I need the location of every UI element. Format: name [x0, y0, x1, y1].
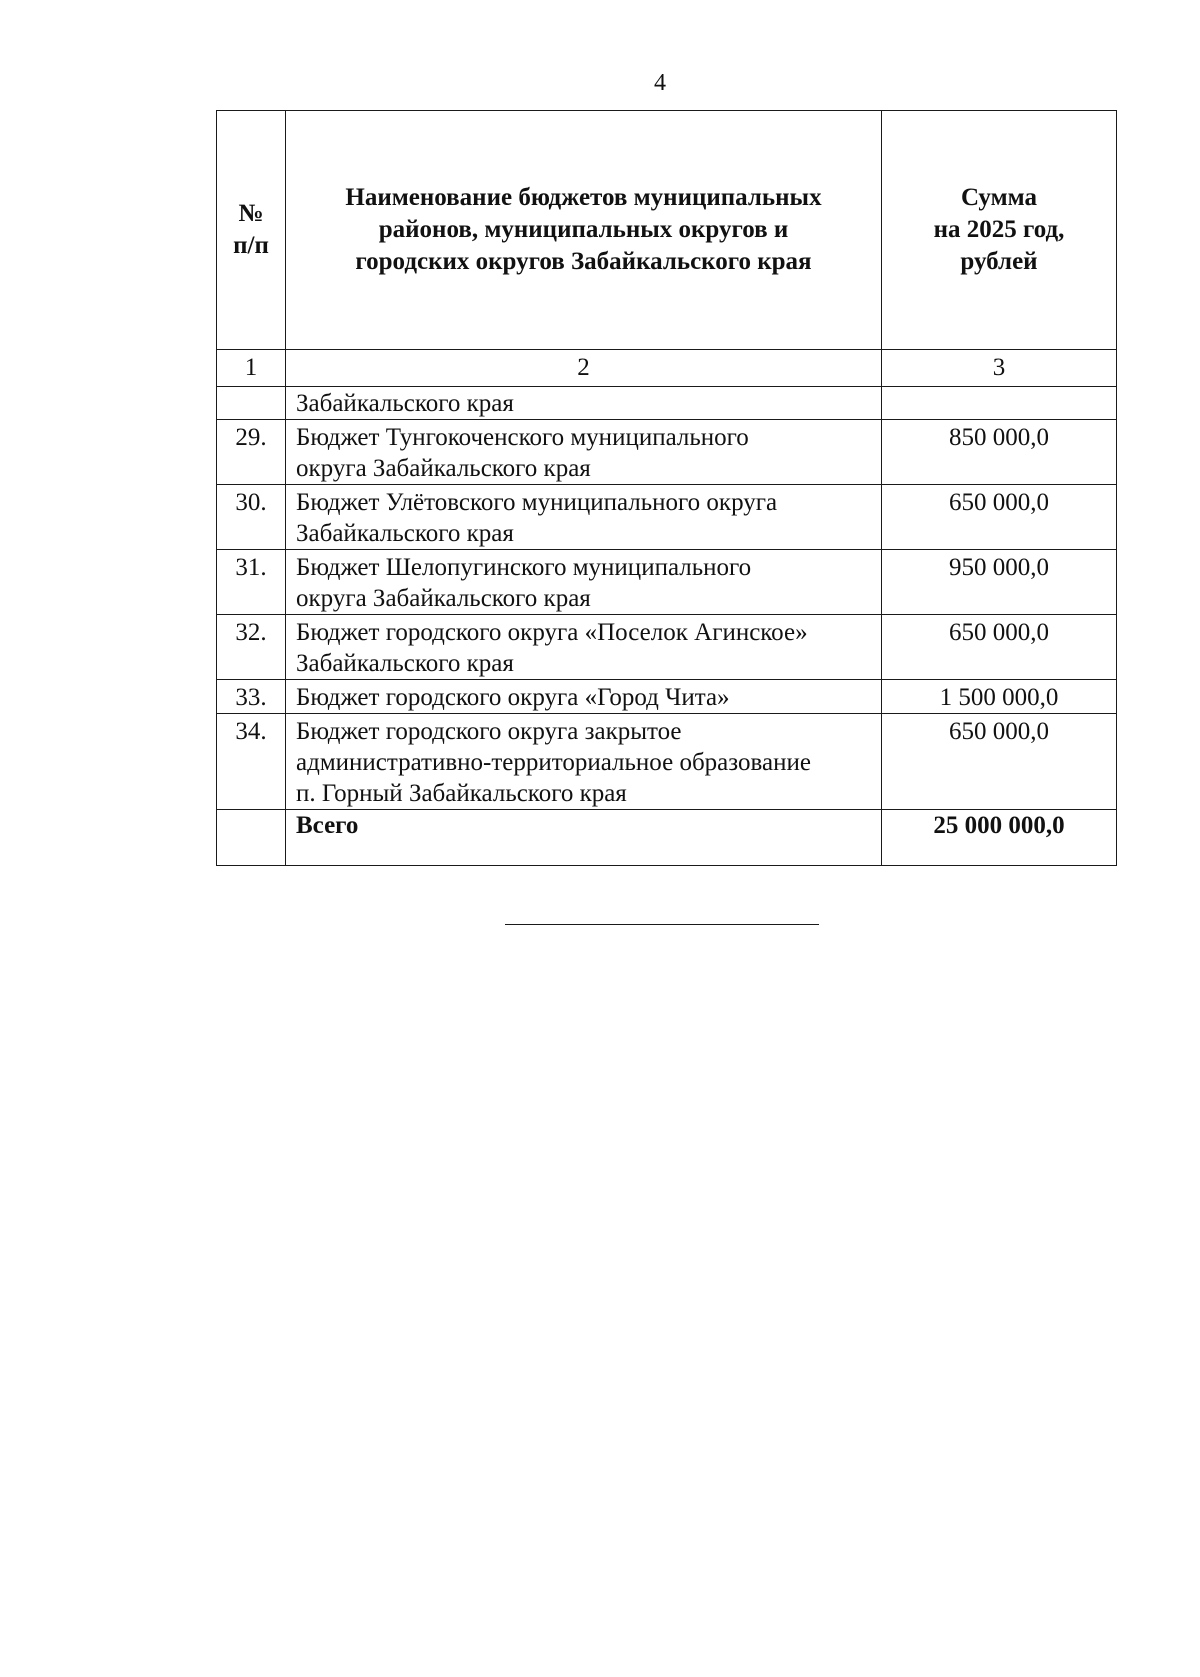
name-line: Бюджет городского округа закрытое	[296, 718, 682, 745]
column-numbers-row	[217, 350, 1117, 387]
row-sum: 950 000,0	[882, 550, 1117, 615]
row-sum: 850 000,0	[882, 420, 1117, 485]
row-number	[217, 387, 286, 420]
row-budget-name	[286, 550, 882, 615]
row-number: 30.	[217, 485, 286, 550]
name-line: Бюджет Тунгокоченского муниципального	[296, 424, 749, 451]
header-sum-line: Сумма	[961, 184, 1037, 211]
name-line: Бюджет Шелопугинского муниципального	[296, 554, 752, 581]
name-line: Забайкальского края	[296, 520, 514, 547]
page-number: 4	[654, 70, 666, 96]
column-number: 3	[882, 350, 1117, 387]
header-number-line: №	[238, 200, 264, 227]
header-number	[217, 111, 286, 350]
header-budget-name	[286, 111, 882, 350]
row-sum: 650 000,0	[882, 615, 1117, 680]
row-number: 32.	[217, 615, 286, 680]
row-sum: 650 000,0	[882, 485, 1117, 550]
total-number	[217, 810, 286, 866]
row-number: 29.	[217, 420, 286, 485]
end-of-document-rule	[505, 924, 819, 925]
table-header-row	[217, 111, 1117, 350]
row-number: 34.	[217, 714, 286, 810]
table-row-continuation	[217, 387, 1117, 420]
row-budget-name	[286, 714, 882, 810]
table-row	[217, 714, 1117, 810]
name-line: Бюджет Улётовского муниципального округа	[296, 489, 778, 516]
name-line: округа Забайкальского края	[296, 585, 591, 612]
name-line: п. Горный Забайкальского края	[296, 780, 627, 807]
column-number: 1	[217, 350, 286, 387]
row-budget-name	[286, 485, 882, 550]
row-sum: 1 500 000,0	[882, 680, 1117, 714]
header-name-line: Наименование бюджетов муниципальных	[345, 184, 822, 211]
header-sum	[882, 111, 1117, 350]
name-line: округа Забайкальского края	[296, 455, 591, 482]
row-number: 31.	[217, 550, 286, 615]
total-label: Всего	[286, 810, 882, 866]
row-budget-name	[286, 615, 882, 680]
budget-allocation-table	[216, 110, 1117, 866]
row-budget-name	[286, 420, 882, 485]
header-sum-line: рублей	[960, 248, 1038, 275]
column-number: 2	[286, 350, 882, 387]
table-row	[217, 615, 1117, 680]
name-line: административно-территориальное образование	[296, 749, 811, 776]
table-row	[217, 485, 1117, 550]
row-sum	[882, 387, 1117, 420]
table-row	[217, 550, 1117, 615]
total-sum: 25 000 000,0	[882, 810, 1117, 866]
table-row	[217, 420, 1117, 485]
row-budget-name: Забайкальского края	[286, 387, 882, 420]
header-name-line: районов, муниципальных округов и	[378, 216, 789, 243]
row-budget-name	[286, 680, 882, 714]
name-line: Бюджет городского округа «Поселок Агинское»	[296, 619, 808, 646]
table-row	[217, 680, 1117, 714]
header-number-line: п/п	[233, 232, 269, 259]
row-number: 33.	[217, 680, 286, 714]
row-sum: 650 000,0	[882, 714, 1117, 810]
header-name-line: городских округов Забайкальского края	[355, 248, 812, 275]
name-line: Забайкальского края	[296, 650, 514, 677]
total-row	[217, 810, 1117, 866]
header-sum-line: на 2025 год,	[933, 216, 1065, 243]
name-line: Бюджет городского округа «Город Чита»	[296, 684, 730, 711]
